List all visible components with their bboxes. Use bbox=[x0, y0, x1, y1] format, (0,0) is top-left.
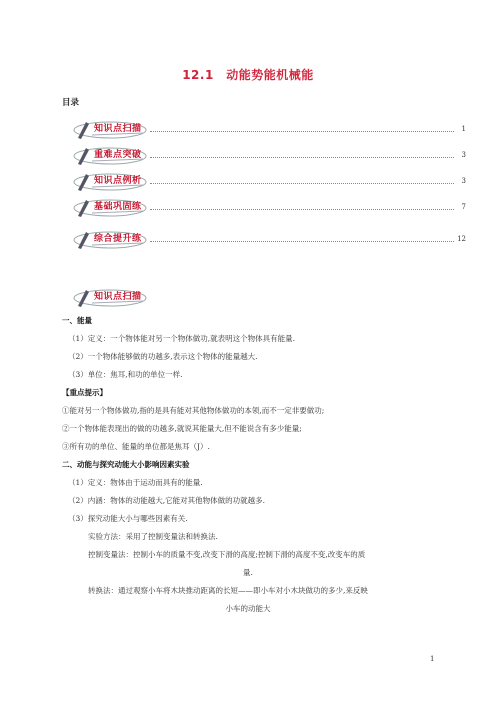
toc-page-number: 3 bbox=[461, 177, 466, 185]
body-paragraph: （3）单位：焦耳,和功的单位一样. bbox=[68, 370, 183, 379]
body-paragraph: 控制变量法：控制小车的质量不变,改变下滑的高度;控制下滑的高度不变,改变车的质 bbox=[88, 550, 366, 559]
toc-entry[interactable] bbox=[62, 118, 466, 138]
toc-entry-label: 知识点扫描 bbox=[94, 124, 142, 134]
section-heading: 二、动能与探究动能大小影响因素实验 bbox=[62, 460, 190, 469]
toc-entry-label: 综合提升练 bbox=[94, 234, 142, 244]
body-paragraph: 小车的动能大 bbox=[225, 604, 271, 613]
body-paragraph: 实验方法：采用了控制变量法和转换法. bbox=[88, 532, 218, 541]
section-heading: 【重点提示】 bbox=[62, 388, 107, 397]
toc-entry[interactable] bbox=[62, 196, 466, 216]
toc-entry[interactable] bbox=[62, 170, 466, 190]
toc-leader-dots bbox=[150, 131, 454, 132]
body-paragraph: 转换法：通过观察小车将木块推动距离的长短——即小车对小木块做功的多少,来反映 bbox=[88, 586, 368, 595]
body-paragraph: （1）定义：物体由于运动而具有的能量. bbox=[68, 478, 203, 487]
body-paragraph: ②一个物体能表现出的做的功越多,就说其能量大,但不能说含有多少能量; bbox=[62, 424, 302, 433]
toc-entry[interactable] bbox=[62, 144, 466, 164]
toc-entry[interactable] bbox=[62, 228, 466, 248]
toc-badge bbox=[72, 170, 148, 192]
body-paragraph: （2）一个物体能够做的功越多,表示这个物体的能量越大. bbox=[68, 352, 258, 361]
page-title: 12.1 动能势能机械能 bbox=[182, 68, 314, 82]
toc-leader-dots bbox=[150, 241, 454, 242]
toc-badge bbox=[72, 144, 148, 166]
section-heading: 一、能量 bbox=[62, 316, 92, 325]
body-paragraph: （2）内涵：物体的动能越大,它能对其他物体做的功就越多. bbox=[68, 496, 266, 505]
toc-badge bbox=[72, 196, 148, 218]
toc-entry-label: 知识点例析 bbox=[94, 176, 142, 186]
toc-leader-dots bbox=[150, 183, 454, 184]
page-number: 1 bbox=[430, 655, 435, 663]
toc-page-number: 3 bbox=[461, 151, 466, 159]
toc-page-number: 12 bbox=[457, 235, 466, 243]
toc-leader-dots bbox=[150, 157, 454, 158]
toc-page-number: 1 bbox=[461, 125, 466, 133]
toc-entry-label: 重难点突破 bbox=[94, 150, 142, 160]
body-paragraph: 量. bbox=[243, 568, 253, 577]
toc-badge bbox=[72, 118, 148, 140]
section-badge: 知识点扫描 bbox=[62, 286, 466, 306]
body-paragraph: ③所有功的单位、能量的单位都是焦耳（J）. bbox=[62, 442, 210, 451]
toc-entry-label: 基础巩固练 bbox=[94, 202, 142, 212]
toc-badge bbox=[72, 228, 148, 250]
toc-page-number: 7 bbox=[461, 203, 466, 211]
body-paragraph: （1）定义：一个物体能对另一个物体做功,就表明这个物体具有能量. bbox=[68, 334, 296, 343]
body-paragraph: ①能对另一个物体做功,指的是具有能对其他物体做功的本领,而不一定非要做功; bbox=[62, 406, 325, 415]
body-paragraph: （3）探究动能大小与哪些因素有关. bbox=[68, 514, 188, 523]
toc-heading: 目录 bbox=[62, 98, 80, 108]
toc-leader-dots bbox=[150, 209, 454, 210]
